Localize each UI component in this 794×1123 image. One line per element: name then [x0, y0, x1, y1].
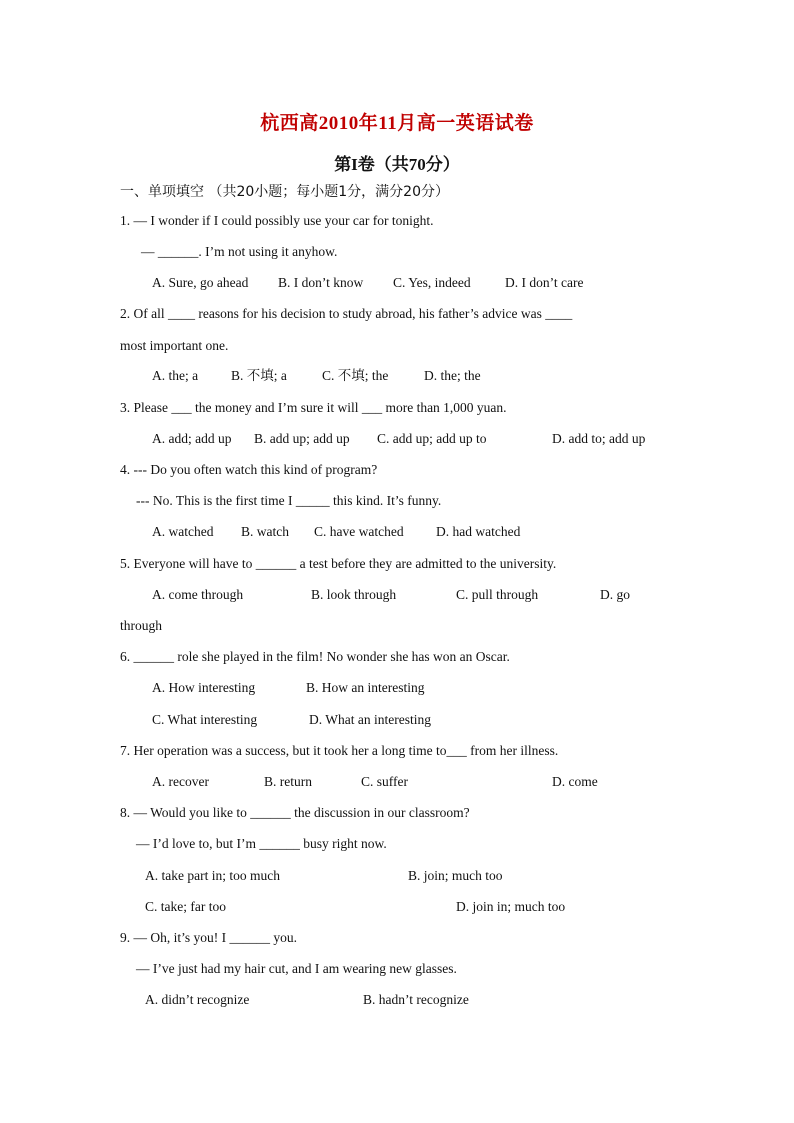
question-5-option-b: B. look through: [311, 587, 397, 602]
question-7-option-c: C. suffer: [361, 774, 408, 789]
question-9-option-a: A. didn’t recognize: [145, 992, 250, 1007]
question-9-reply: — I’ve just had my hair cut, and I am wearing new glasses.: [136, 961, 457, 976]
question-2-option-b: B. 不填; a: [231, 368, 287, 383]
question-8-stem: 8. — Would you like to ______ the discussion in our classroom?: [120, 805, 470, 820]
question-6-stem: 6. ______ role she played in the film! No wonder she has won an Oscar.: [120, 649, 510, 664]
question-6-option-a: A. How interesting: [152, 680, 256, 695]
question-4-option-a: A. watched: [152, 524, 214, 539]
question-3-option-d: D. add to; add up: [552, 431, 646, 446]
question-1-stem: 1. — I wonder if I could possibly use your car for tonight.: [120, 213, 434, 228]
question-6-option-c: C. What interesting: [152, 712, 258, 727]
question-5-option-d: D. go: [600, 587, 630, 602]
question-7-option-b: B. return: [264, 774, 312, 789]
question-8-option-a: A. take part in; too much: [145, 868, 280, 883]
question-7-stem: 7. Her operation was a success, but it took her a long time to___ from her illness.: [120, 743, 559, 758]
question-1-option-b: B. I don’t know: [278, 275, 364, 290]
question-5-option-d-cont: through: [120, 618, 162, 633]
question-1-option-d: D. I don’t care: [505, 275, 584, 290]
question-4-stem: 4. --- Do you often watch this kind of program?: [120, 462, 378, 477]
section-heading: 一、单项填空 （共20小题；每小题1分，满分20分）: [120, 184, 449, 200]
question-2-option-a: A. the; a: [152, 368, 199, 383]
question-9-stem: 9. — Oh, it’s you! I ______ you.: [120, 930, 297, 945]
question-4-option-c: C. have watched: [314, 524, 404, 539]
question-3-stem: 3. Please ___ the money and I’m sure it will ___ more than 1,000 yuan.: [120, 400, 507, 415]
question-8-option-d: D. join in; much too: [456, 899, 566, 914]
question-8-reply: — I’d love to, but I’m ______ busy right now.: [136, 836, 387, 851]
question-6-option-d: D. What an interesting: [309, 712, 431, 727]
question-2-option-d: D. the; the: [424, 368, 481, 383]
question-2-stem: 2. Of all ____ reasons for his decision to study abroad, his father’s advice was ____: [120, 306, 573, 321]
question-2-stem-cont: most important one.: [120, 338, 229, 353]
question-5-option-c: C. pull through: [456, 587, 539, 602]
question-6-option-b: B. How an interesting: [306, 680, 425, 695]
question-4-reply: --- No. This is the first time I _____ this kind. It’s funny.: [136, 493, 442, 508]
question-1-option-c: C. Yes, indeed: [393, 275, 471, 290]
question-8-option-c: C. take; far too: [145, 899, 226, 914]
exam-title: 杭西高2010年11月高一英语试卷: [260, 113, 534, 134]
question-8-option-b: B. join; much too: [408, 868, 503, 883]
question-5-stem: 5. Everyone will have to ______ a test before they are admitted to the university.: [120, 556, 557, 571]
question-7-option-a: A. recover: [152, 774, 209, 789]
question-2-option-c: C. 不填; the: [322, 368, 389, 383]
question-3-option-c: C. add up; add up to: [377, 431, 487, 446]
question-4-option-b: B. watch: [241, 524, 289, 539]
part-heading: 第I卷（共70分）: [334, 155, 460, 174]
question-3-option-a: A. add; add up: [152, 431, 232, 446]
question-4-option-d: D. had watched: [436, 524, 521, 539]
question-9-option-b: B. hadn’t recognize: [363, 992, 469, 1007]
question-1-reply: — ______. I’m not using it anyhow.: [141, 244, 338, 259]
question-5-option-a: A. come through: [152, 587, 244, 602]
question-1-option-a: A. Sure, go ahead: [152, 275, 249, 290]
question-7-option-d: D. come: [552, 774, 598, 789]
question-3-option-b: B. add up; add up: [254, 431, 350, 446]
